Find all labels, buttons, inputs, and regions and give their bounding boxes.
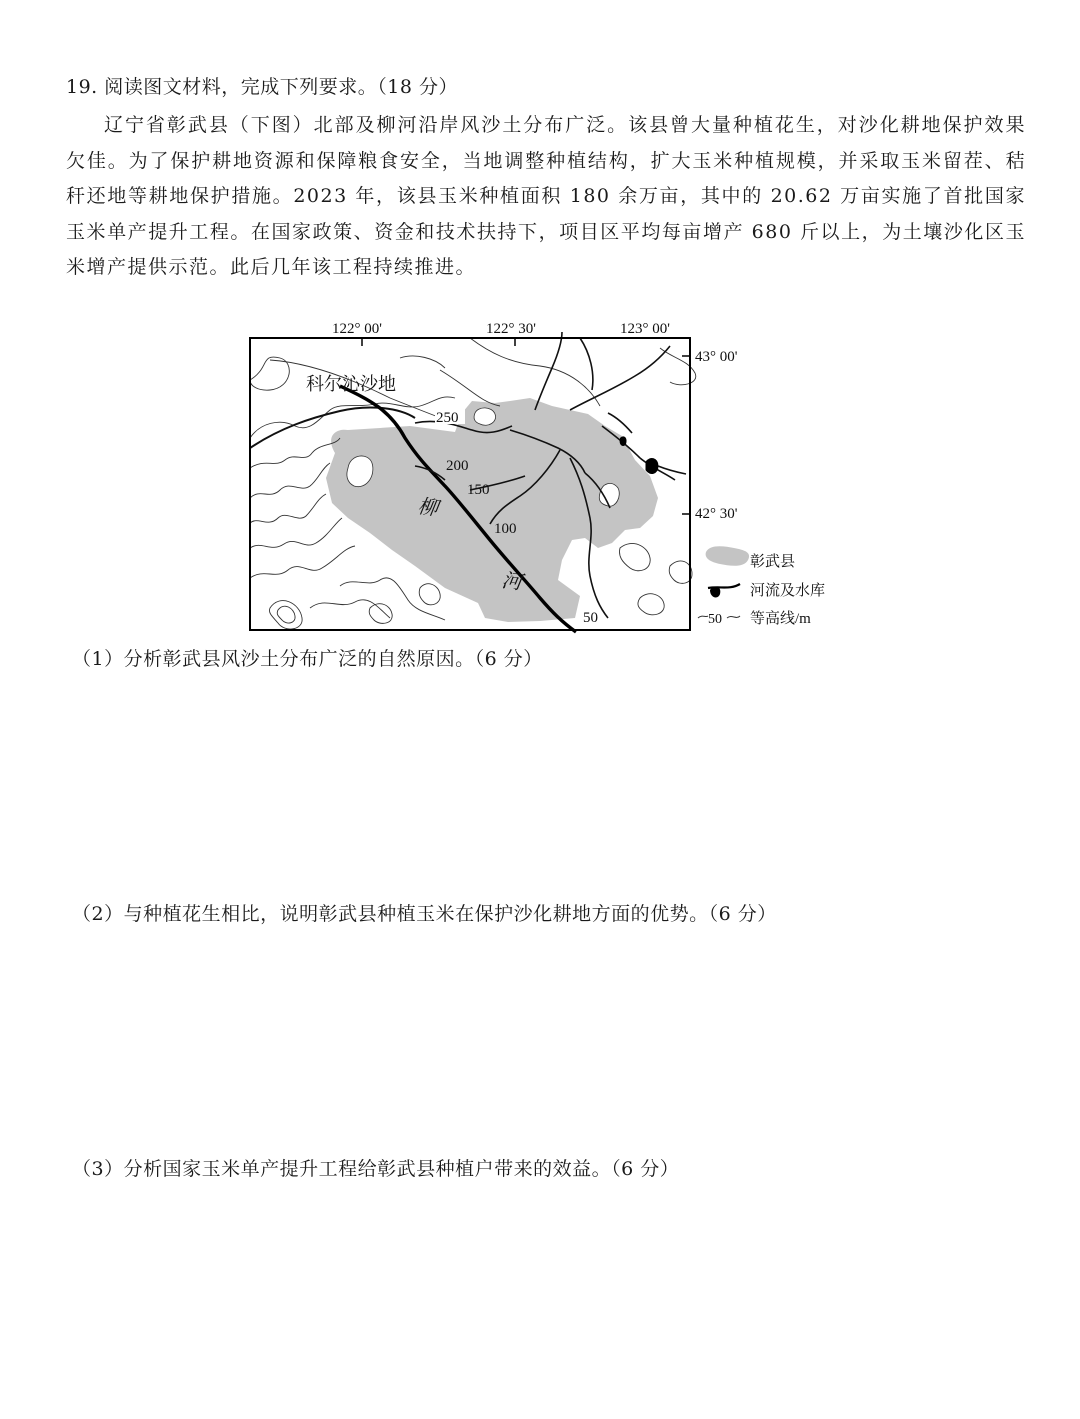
legend-county-swatch [706,546,749,566]
contour-label: 250 [436,410,459,426]
question-passage: 辽宁省彰武县（下图）北部及柳河沿岸风沙土分布广泛。该县曾大量种植花生，对沙化耕地保护效果欠佳。为了保护耕地资源和保障粮食安全，当地调整种植结构，扩大玉米种植规模，并采取玉米留茬、秸秆还地等耕地保护措施。2023 年，该县玉米种植面积 180 余万亩，其中的 20.62 万亩实施了首批国家玉米单产提升工程。在国家政策、资金和技术扶持下，项目区平均每亩增产 680 斤以上，为土壤沙化区玉米增产提供示范。此后几年该工程持续推进。 [66,114,1026,278]
legend-river-label: 河流及水库 [750,583,826,599]
river-char: 河 [500,569,524,595]
place-label: 科尔沁沙地 [306,374,396,394]
sub-question-3: （3）分析国家玉米单产提升工程给彰武县种植户带来的效益。（6 分） [72,1158,680,1180]
contour-label: 100 [494,521,517,537]
sub-question-2: （2）与种植花生相比，说明彰武县种植玉米在保护沙化耕地方面的优势。（6 分） [72,903,777,925]
legend-contour-label: 等高线/m [750,611,811,627]
question-title: 19. 阅读图文材料，完成下列要求。（18 分） [66,76,458,98]
topographic-map [240,318,850,640]
legend-county-label: 彰武县 [750,554,796,570]
legend-contour-symbol [698,616,708,618]
lon-label: 122° 00' [332,321,382,337]
river-char: 柳 [416,495,440,521]
map-legend [698,546,825,627]
legend-contour-value: 50 [708,612,722,627]
lon-label: 123° 00' [620,321,670,337]
lat-label: 42° 30' [695,506,738,522]
lat-label: 43° 00' [695,349,738,365]
contour-label: 200 [446,458,469,474]
contour-label: 150 [467,482,490,498]
lon-label: 122° 30' [486,321,536,337]
sub-question-1: （1）分析彰武县风沙土分布广泛的自然原因。（6 分） [72,648,543,670]
contour-label: 50 [583,610,598,626]
